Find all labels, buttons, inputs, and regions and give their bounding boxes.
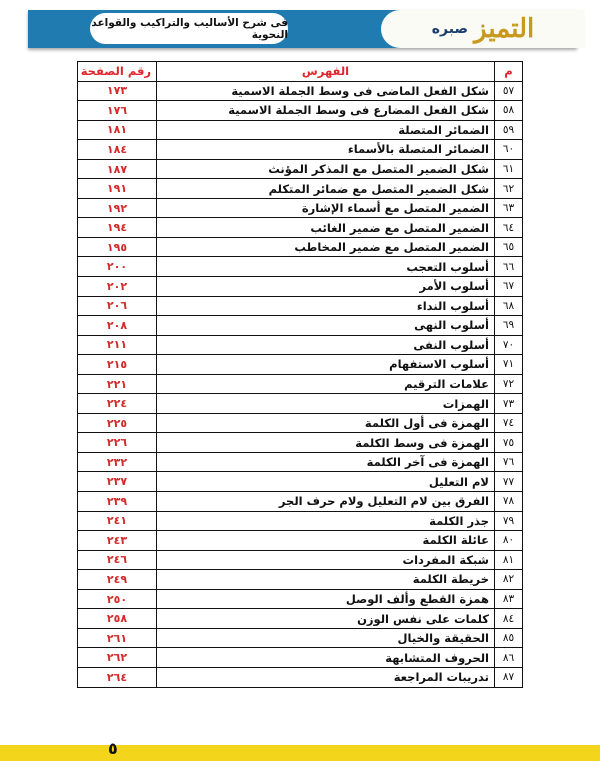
header-title: الفهرس: [157, 62, 495, 82]
row-page: ١٩٤: [78, 218, 157, 238]
row-title: علامات الترقيم: [157, 374, 495, 394]
row-title: أسلوب التعجب: [157, 257, 495, 277]
row-title: الضمير المتصل مع ضمير الغائب: [157, 218, 495, 238]
row-title: الحقيقة والخيال: [157, 628, 495, 648]
row-title: أسلوب النفى: [157, 335, 495, 355]
table-row: [78, 237, 523, 257]
table-row: [78, 355, 523, 375]
row-number: ٨١: [495, 550, 523, 570]
header-page: رقم الصفحة: [78, 62, 157, 82]
row-number: ٦٢: [495, 179, 523, 199]
row-title: الهمزة فى أول الكلمة: [157, 413, 495, 433]
row-title: همزة القطع وألف الوصل: [157, 589, 495, 609]
row-title: خريطة الكلمة: [157, 570, 495, 590]
row-number: ٨٧: [495, 667, 523, 687]
row-page: ١٩٢: [78, 198, 157, 218]
table-row: [78, 296, 523, 316]
table-row: [78, 335, 523, 355]
subtitle-text: فى شرح الأساليب والتراكيب والقواعد النحوية: [91, 16, 288, 41]
table-row: [78, 628, 523, 648]
row-page: ١٨٧: [78, 159, 157, 179]
row-number: ٥٩: [495, 120, 523, 140]
row-title: شكل الفعل الماضى فى وسط الجملة الاسمية: [157, 81, 495, 101]
brand-pill: [381, 10, 585, 48]
table-row: [78, 511, 523, 531]
row-page: ٢٣٩: [78, 492, 157, 512]
row-number: ٦٧: [495, 277, 523, 297]
table-row: [78, 648, 523, 668]
row-title: لام التعليل: [157, 472, 495, 492]
row-page: ٢٠٢: [78, 277, 157, 297]
row-title: الهمزة فى آخر الكلمة: [157, 452, 495, 472]
row-number: ٦٤: [495, 218, 523, 238]
row-page: ٢٤١: [78, 511, 157, 531]
row-number: ٧٦: [495, 452, 523, 472]
table-row: [78, 159, 523, 179]
row-page: ٢٣٧: [78, 472, 157, 492]
row-title: جذر الكلمة: [157, 511, 495, 531]
table-row: [78, 667, 523, 687]
row-page: ١٨٤: [78, 140, 157, 160]
table-row: [78, 257, 523, 277]
row-number: ٦٣: [495, 198, 523, 218]
row-title: الضمير المتصل مع أسماء الإشارة: [157, 198, 495, 218]
row-number: ٦٦: [495, 257, 523, 277]
table-row: [78, 589, 523, 609]
table-row: [78, 609, 523, 629]
row-page: ٢٥٨: [78, 609, 157, 629]
row-page: ٢٥٠: [78, 589, 157, 609]
table-row: [78, 472, 523, 492]
row-title: شكل الفعل المضارع فى وسط الجملة الاسمية: [157, 101, 495, 121]
brand-name: صبره: [431, 21, 468, 37]
row-page: ٢٢٤: [78, 394, 157, 414]
page-number: ٥: [108, 739, 118, 758]
row-number: ٦٠: [495, 140, 523, 160]
table-row: [78, 433, 523, 453]
table-row: [78, 374, 523, 394]
row-page: ١٩٥: [78, 237, 157, 257]
header-num: م: [495, 62, 523, 82]
index-body: [78, 81, 523, 687]
row-title: عائلة الكلمة: [157, 531, 495, 551]
row-title: الهمزات: [157, 394, 495, 414]
header-bar: [28, 10, 577, 48]
table-row: [78, 492, 523, 512]
table-row: [78, 218, 523, 238]
row-number: ٧٤: [495, 413, 523, 433]
table-row: [78, 452, 523, 472]
row-page: ١٩١: [78, 179, 157, 199]
row-title: أسلوب النداء: [157, 296, 495, 316]
row-title: الهمزة فى وسط الكلمة: [157, 433, 495, 453]
row-page: ٢٢١: [78, 374, 157, 394]
row-page: ١٧٣: [78, 81, 157, 101]
row-number: ٦٩: [495, 316, 523, 336]
row-number: ٨٦: [495, 648, 523, 668]
table-row: [78, 550, 523, 570]
table-row: [78, 198, 523, 218]
row-page: ٢٤٣: [78, 531, 157, 551]
row-page: ٢٠٠: [78, 257, 157, 277]
row-number: ٥٨: [495, 101, 523, 121]
brand-logo: التميز: [474, 14, 535, 44]
row-number: ٨٣: [495, 589, 523, 609]
row-title: شبكة المفردات: [157, 550, 495, 570]
row-number: ٨٢: [495, 570, 523, 590]
row-number: ٦١: [495, 159, 523, 179]
row-page: ٢٢٥: [78, 413, 157, 433]
table-row: [78, 394, 523, 414]
table-row: [78, 316, 523, 336]
row-number: ٧٥: [495, 433, 523, 453]
row-number: ٦٨: [495, 296, 523, 316]
row-number: ٧٧: [495, 472, 523, 492]
row-page: ١٨١: [78, 120, 157, 140]
row-number: ٨٠: [495, 531, 523, 551]
row-title: تدريبات المراجعة: [157, 667, 495, 687]
table-row: [78, 413, 523, 433]
row-title: الضمائر المتصلة: [157, 120, 495, 140]
table-row: [78, 101, 523, 121]
row-page: ٢٢٦: [78, 433, 157, 453]
row-number: ٧٢: [495, 374, 523, 394]
row-number: ٧٣: [495, 394, 523, 414]
row-number: ٧٩: [495, 511, 523, 531]
row-title: الضمير المتصل مع ضمير المخاطب: [157, 237, 495, 257]
row-page: ٢٠٨: [78, 316, 157, 336]
row-title: الضمائر المتصلة بالأسماء: [157, 140, 495, 160]
row-number: ٧١: [495, 355, 523, 375]
row-number: ٦٥: [495, 237, 523, 257]
index-table: [77, 61, 523, 688]
row-page: ١٧٦: [78, 101, 157, 121]
table-row: [78, 120, 523, 140]
table-row: [78, 570, 523, 590]
row-page: ٢٦٤: [78, 667, 157, 687]
row-number: ٧٠: [495, 335, 523, 355]
row-page: ٢٤٦: [78, 550, 157, 570]
row-page: ٢٠٦: [78, 296, 157, 316]
subtitle-pill: [90, 13, 288, 44]
row-title: أسلوب الاستفهام: [157, 355, 495, 375]
row-title: الفرق بين لام التعليل ولام حرف الجر: [157, 492, 495, 512]
row-title: الحروف المتشابهة: [157, 648, 495, 668]
table-header-row: [78, 62, 523, 82]
row-page: ٢١٥: [78, 355, 157, 375]
row-page: ٢٤٩: [78, 570, 157, 590]
row-page: ٢٦١: [78, 628, 157, 648]
table-row: [78, 531, 523, 551]
row-number: ٨٥: [495, 628, 523, 648]
row-page: ٢١١: [78, 335, 157, 355]
row-page: ٢٣٢: [78, 452, 157, 472]
row-title: كلمات على نفس الوزن: [157, 609, 495, 629]
bottom-bar: [0, 745, 600, 761]
row-title: شكل الضمير المتصل مع ضمائر المتكلم: [157, 179, 495, 199]
table-row: [78, 179, 523, 199]
row-title: أسلوب الأمر: [157, 277, 495, 297]
row-title: شكل الضمير المتصل مع المذكر المؤنث: [157, 159, 495, 179]
table-row: [78, 81, 523, 101]
row-page: ٢٦٢: [78, 648, 157, 668]
row-title: أسلوب النهى: [157, 316, 495, 336]
table-row: [78, 277, 523, 297]
row-number: ٥٧: [495, 81, 523, 101]
row-number: ٧٨: [495, 492, 523, 512]
table-row: [78, 140, 523, 160]
row-number: ٨٤: [495, 609, 523, 629]
